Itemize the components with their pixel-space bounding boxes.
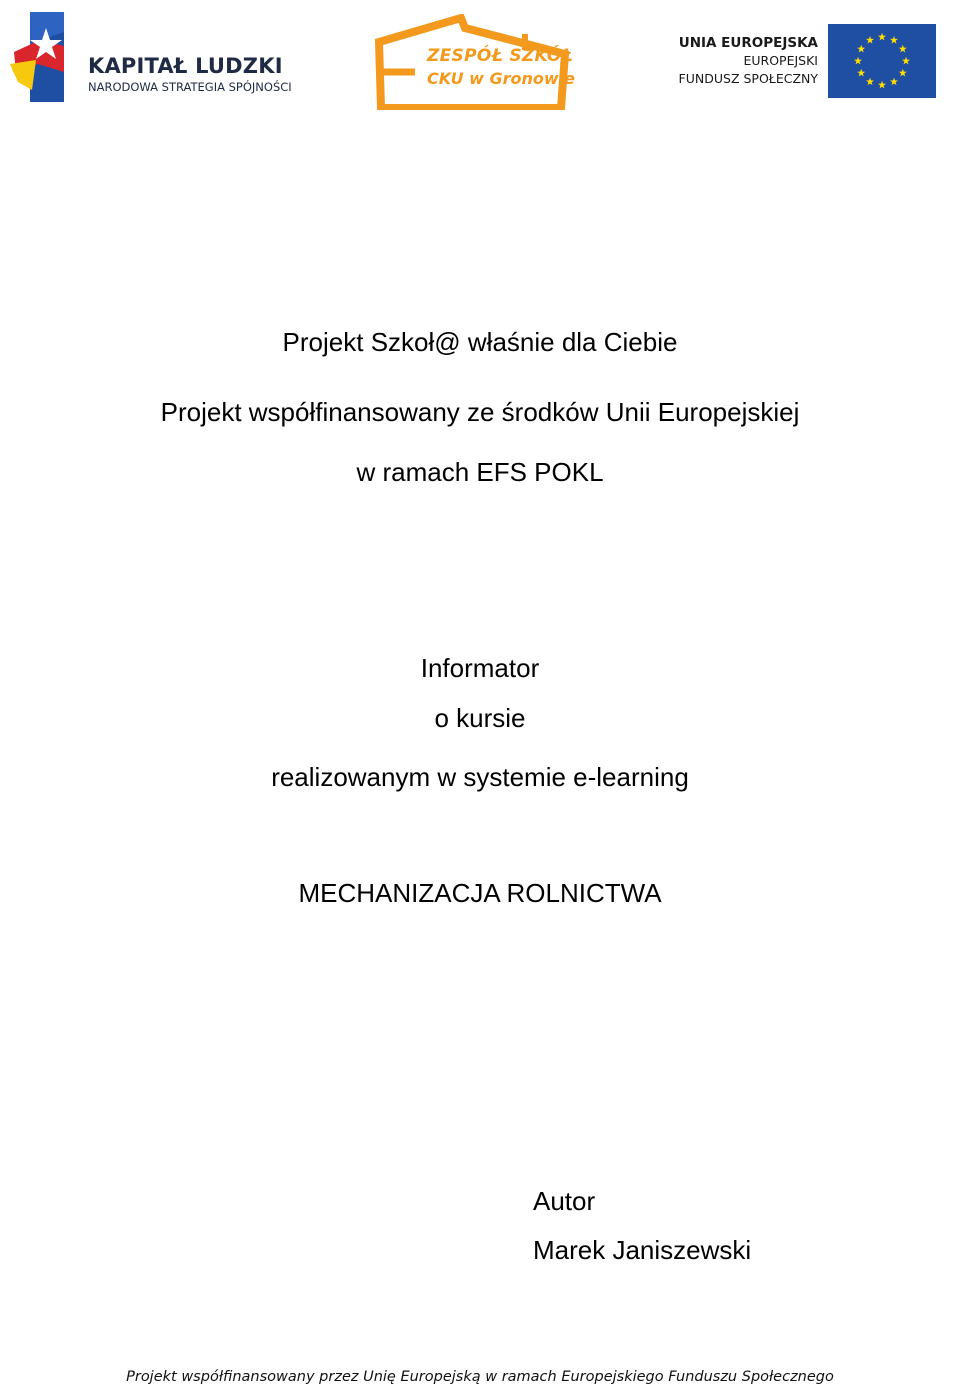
course-title: MECHANIZACJA ROLNICTWA — [298, 878, 662, 908]
project-name: Projekt Szkoł@ właśnie dla Ciebie — [282, 327, 678, 357]
kapital-ludzki-logo — [10, 12, 290, 104]
info-title: Informator — [420, 653, 540, 683]
eu-name: UNIA EUROPEJSKA — [678, 35, 818, 51]
cofinance-line: Projekt współfinansowany ze środków Unii Europejskiej — [160, 397, 800, 427]
programme-line: w ramach EFS POKL — [356, 457, 604, 487]
zespol-szkol-logo — [375, 14, 575, 110]
kapital-ludzki-title: KAPITAŁ LUDZKI — [88, 54, 283, 78]
logo-bar — [0, 0, 960, 120]
eu-fund-line1: EUROPEJSKI — [743, 53, 818, 68]
author-label: Autor — [533, 1186, 596, 1216]
info-mode: realizowanym w systemie e-learning — [271, 762, 689, 792]
kapital-ludzki-subtitle: NARODOWA STRATEGIA SPÓJNOŚCI — [88, 80, 292, 94]
author-name: Marek Janiszewski — [533, 1235, 752, 1265]
info-subtitle: o kursie — [434, 703, 526, 733]
unia-europejska-logo — [650, 14, 950, 110]
footer-note: Projekt współfinansowany przez Unię Europejską w ramach Europejskiego Funduszu Społecznego — [126, 1369, 834, 1385]
zespol-szkol-location: CKU w Gronowie — [427, 69, 575, 88]
eu-fund-line2: FUNDUSZ SPOŁECZNY — [678, 71, 818, 86]
eu-flag-icon — [828, 24, 936, 98]
zespol-szkol-name: ZESPÓŁ SZKÓŁ — [427, 46, 574, 66]
eu-text-block — [679, 34, 818, 88]
kapital-ludzki-star-icon — [10, 12, 66, 104]
